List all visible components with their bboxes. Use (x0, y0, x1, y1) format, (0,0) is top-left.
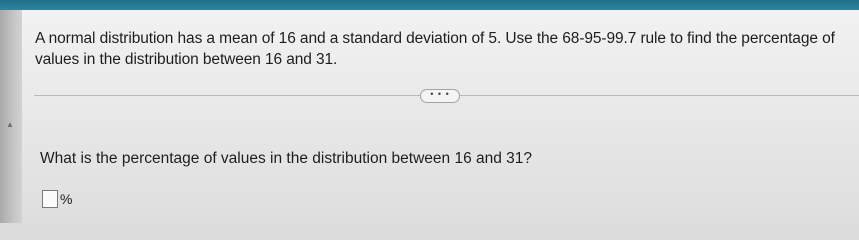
percent-unit-label: % (60, 191, 73, 207)
top-bar (0, 0, 859, 10)
question-prompt: A normal distribution has a mean of 16 and a standard deviation of 5. Use the 68-95-99.7 rule to find the percentage of values in the distribution between 16 and 31. (35, 30, 835, 68)
sub-question-text: What is the percentage of values in the distribution between 16 and 31? (40, 150, 533, 167)
answer-row (42, 188, 72, 210)
expand-more-button[interactable]: • • • (420, 89, 460, 103)
answer-input[interactable] (42, 190, 58, 208)
caret-up-icon[interactable]: ▲ (6, 120, 14, 129)
question-panel (22, 10, 859, 223)
left-sidebar-rail (0, 10, 22, 223)
